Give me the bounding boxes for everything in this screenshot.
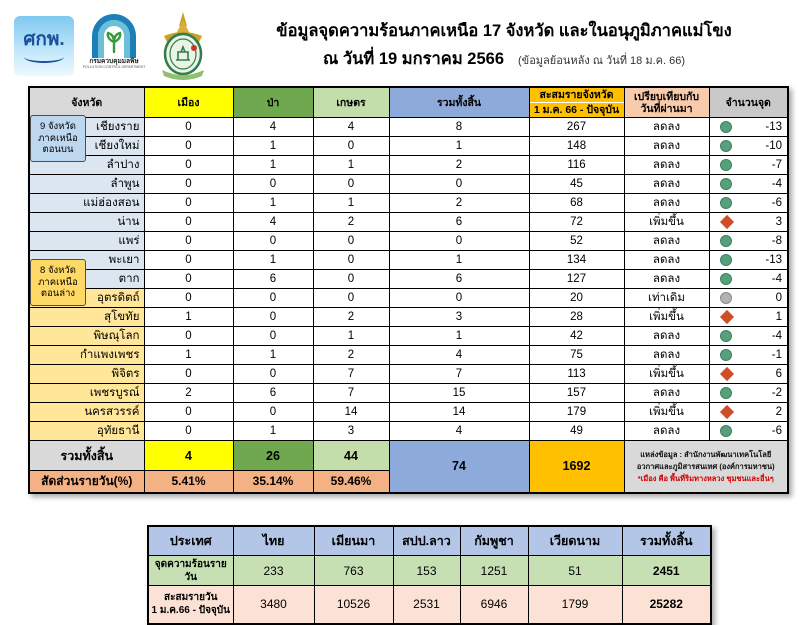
group1-line1: 9 จังหวัด (40, 120, 76, 132)
down-indicator-icon (720, 235, 732, 247)
group1-line2: ภาคเหนือ (38, 132, 78, 144)
count-value: -1 (771, 349, 782, 362)
province-name: อุทัยธานี (29, 422, 144, 441)
province-row (29, 403, 788, 422)
cell-cumulative: 113 (529, 365, 624, 384)
cell-agriculture: 7 (313, 365, 389, 384)
cell-forest: 0 (233, 175, 313, 194)
cell-cumulative: 179 (529, 403, 624, 422)
cell-forest: 1 (233, 251, 313, 270)
compare-header-line2: วันที่ผ่านมา (640, 102, 693, 115)
cell-agriculture: 0 (313, 289, 389, 308)
count-value: -4 (771, 273, 782, 286)
province-name: เชียงราย (29, 118, 144, 137)
province-row (29, 137, 788, 156)
cell-cumulative: 52 (529, 232, 624, 251)
col-header-forest: ป่า (233, 87, 313, 118)
hotspot-province-table (28, 86, 789, 494)
cell-total: 0 (389, 232, 529, 251)
down-indicator-icon (720, 254, 732, 266)
group-lower-north-label (30, 259, 86, 306)
cell-urban: 2 (144, 384, 233, 403)
cell-cumulative: 20 (529, 289, 624, 308)
share-forest: 35.14% (233, 471, 313, 493)
totals-cumulative: 1692 (529, 441, 624, 493)
count-inner (720, 311, 783, 323)
cell-cumulative: 28 (529, 308, 624, 327)
country-col-thailand: ไทย (233, 526, 314, 556)
count-inner (720, 273, 783, 285)
group2-line1: 8 จังหวัด (40, 264, 76, 276)
country-col-cambodia: กัมพูชา (460, 526, 528, 556)
count-value: -6 (771, 425, 782, 438)
count-inner (720, 330, 783, 342)
cell-urban: 0 (144, 156, 233, 175)
ckp-logo-text: ศกพ. (23, 28, 65, 50)
cell-urban: 1 (144, 346, 233, 365)
count-value: -13 (765, 121, 782, 134)
province-row (29, 118, 788, 137)
cell-cumulative: 267 (529, 118, 624, 137)
cell-total: 2 (389, 194, 529, 213)
cell-forest: 1 (233, 346, 313, 365)
col-header-compare (624, 87, 709, 118)
down-indicator-icon (720, 197, 732, 209)
cell-total: 2 (389, 156, 529, 175)
cell-trend: ลดลง (624, 118, 709, 137)
count-inner (720, 159, 783, 171)
country-value: 233 (233, 556, 314, 586)
cell-count (709, 137, 788, 156)
province-name: นครสวรรค์ (29, 403, 144, 422)
cell-cumulative: 68 (529, 194, 624, 213)
province-name: เพชรบูรณ์ (29, 384, 144, 403)
province-row (29, 175, 788, 194)
cell-cumulative: 157 (529, 384, 624, 403)
cell-total: 4 (389, 346, 529, 365)
pollution-control-department-logo (82, 12, 146, 80)
cell-forest: 0 (233, 289, 313, 308)
cell-urban: 0 (144, 137, 233, 156)
cell-count (709, 327, 788, 346)
cell-count (709, 308, 788, 327)
province-row (29, 346, 788, 365)
count-inner (720, 178, 783, 190)
mekong-country-table (147, 525, 712, 625)
count-value: 3 (775, 216, 782, 229)
province-row (29, 270, 788, 289)
cell-trend: ลดลง (624, 251, 709, 270)
count-value: 6 (775, 368, 782, 381)
col-header-cumulative (529, 87, 624, 118)
cell-trend: เพิ่มขึ้น (624, 213, 709, 232)
province-row (29, 251, 788, 270)
cell-count (709, 175, 788, 194)
down-indicator-icon (720, 178, 732, 190)
title-block (224, 20, 790, 72)
cell-forest: 0 (233, 327, 313, 346)
cell-total: 6 (389, 213, 529, 232)
cell-agriculture: 0 (313, 232, 389, 251)
cell-agriculture: 1 (313, 156, 389, 175)
count-inner (720, 140, 783, 152)
page-title: ข้อมูลจุดความร้อนภาคเหนือ 17 จังหวัด และในอนุภูมิภาคแม่โขง (276, 22, 732, 41)
country-col-laos: สปป.ลาว (393, 526, 460, 556)
share-label: สัดส่วนรายวัน(%) (29, 471, 144, 493)
cell-agriculture: 2 (313, 308, 389, 327)
up-indicator-icon (719, 215, 733, 229)
province-name: อุตรดิตถ์ (29, 289, 144, 308)
country-row-label-line: สะสมรายวัน (164, 592, 218, 604)
pcd-name-english: POLLUTION CONTROL DEPARTMENT (82, 65, 146, 70)
cell-forest: 4 (233, 213, 313, 232)
report-date: ณ วันที่ 19 มกราคม 2566 (322, 49, 505, 68)
count-value: -8 (771, 235, 782, 248)
totals-label: รวมทั้งสิ้น (29, 441, 144, 471)
country-value: 25282 (622, 586, 711, 624)
count-value: -13 (765, 254, 782, 267)
cell-count (709, 422, 788, 441)
province-name: แม่ฮ่องสอน (29, 194, 144, 213)
province-row (29, 365, 788, 384)
group1-line3: ตอนบน (42, 144, 74, 156)
country-value: 3480 (233, 586, 314, 624)
down-indicator-icon (720, 349, 732, 361)
count-inner (720, 425, 783, 437)
country-row-label (148, 556, 233, 586)
country-col-total: รวมทั้งสิ้น (622, 526, 711, 556)
cell-count (709, 346, 788, 365)
cell-forest: 1 (233, 137, 313, 156)
cell-count (709, 194, 788, 213)
cell-urban: 0 (144, 289, 233, 308)
cumulative-header-line1: สะสมรายจังหวัด (530, 88, 624, 103)
country-value: 2531 (393, 586, 460, 624)
down-indicator-icon (720, 330, 732, 342)
cell-agriculture: 0 (313, 251, 389, 270)
province-name: ตาก (29, 270, 144, 289)
province-name: พะเยา (29, 251, 144, 270)
cell-cumulative: 45 (529, 175, 624, 194)
cell-trend: ลดลง (624, 194, 709, 213)
cell-total: 7 (389, 365, 529, 384)
cell-count (709, 251, 788, 270)
cell-cumulative: 49 (529, 422, 624, 441)
cell-trend: เพิ่มขึ้น (624, 403, 709, 422)
cell-agriculture: 1 (313, 327, 389, 346)
cell-urban: 0 (144, 175, 233, 194)
country-row-label (148, 586, 233, 624)
cell-urban: 0 (144, 270, 233, 289)
count-inner (720, 216, 783, 228)
logo-strip (14, 11, 224, 81)
cell-trend: ลดลง (624, 327, 709, 346)
cell-cumulative: 148 (529, 137, 624, 156)
province-name: กำแพงเพชร (29, 346, 144, 365)
cumulative-header-line2: 1 ม.ค. 66 - ปัจจุบัน (533, 104, 620, 117)
cell-forest: 0 (233, 232, 313, 251)
cell-trend: ลดลง (624, 156, 709, 175)
count-value: -4 (771, 178, 782, 191)
cell-urban: 0 (144, 194, 233, 213)
hotspot-table-wrap (28, 86, 787, 494)
cell-forest: 1 (233, 194, 313, 213)
cell-total: 8 (389, 118, 529, 137)
cell-cumulative: 134 (529, 251, 624, 270)
cell-total: 1 (389, 137, 529, 156)
cell-total: 3 (389, 308, 529, 327)
compare-header-line1: เปรียบเทียบกับ (633, 90, 700, 103)
cell-agriculture: 1 (313, 194, 389, 213)
province-row (29, 156, 788, 175)
count-inner (720, 292, 783, 304)
down-indicator-icon (720, 387, 732, 399)
province-name: เชียงใหม่ (29, 137, 144, 156)
count-value: -6 (771, 197, 782, 210)
cell-count (709, 156, 788, 175)
up-indicator-icon (719, 310, 733, 324)
country-value: 1799 (528, 586, 622, 624)
country-value: 2451 (622, 556, 711, 586)
cell-forest: 6 (233, 270, 313, 289)
count-value: -4 (771, 330, 782, 343)
cell-count (709, 118, 788, 137)
cell-trend: ลดลง (624, 270, 709, 289)
count-inner (720, 406, 783, 418)
cell-total: 0 (389, 175, 529, 194)
down-indicator-icon (720, 121, 732, 133)
cell-total: 15 (389, 384, 529, 403)
province-row (29, 213, 788, 232)
cell-forest: 1 (233, 156, 313, 175)
group2-line3: ตอนล่าง (40, 288, 76, 300)
count-inner (720, 368, 783, 380)
country-value: 10526 (314, 586, 393, 624)
cell-cumulative: 75 (529, 346, 624, 365)
count-inner (720, 254, 783, 266)
cell-trend: ลดลง (624, 422, 709, 441)
country-col-myanmar: เมียนมา (314, 526, 393, 556)
country-col-label: ประเทศ (148, 526, 233, 556)
cell-cumulative: 72 (529, 213, 624, 232)
group2-line2: ภาคเหนือ (38, 276, 78, 288)
count-value: -2 (771, 387, 782, 400)
cell-count (709, 213, 788, 232)
cell-agriculture: 7 (313, 384, 389, 403)
pcd-arch-icon (88, 12, 140, 58)
country-value: 6946 (460, 586, 528, 624)
cell-total: 0 (389, 289, 529, 308)
down-indicator-icon (720, 159, 732, 171)
province-row (29, 384, 788, 403)
province-name: ลำพูน (29, 175, 144, 194)
totals-urban: 4 (144, 441, 233, 471)
cell-count (709, 384, 788, 403)
up-indicator-icon (719, 405, 733, 419)
cell-trend: ลดลง (624, 175, 709, 194)
data-source-text: แหล่งข้อมูล : สำนักงานพัฒนาเทคโนโลยีอวกาศและภูมิสารสนเทศ (องค์การมหาชน) (636, 449, 775, 471)
count-inner (720, 121, 783, 133)
country-row-label-line: 1 ม.ค.66 - ปัจจุบัน (151, 605, 230, 617)
cell-count (709, 289, 788, 308)
group-upper-north-label (30, 115, 86, 162)
cell-agriculture: 4 (313, 118, 389, 137)
count-value: -7 (771, 159, 782, 172)
cell-count (709, 365, 788, 384)
cell-urban: 0 (144, 365, 233, 384)
province-name: แพร่ (29, 232, 144, 251)
cell-urban: 0 (144, 213, 233, 232)
cell-trend: เท่าเดิม (624, 289, 709, 308)
country-row-label-line: จุดความร้อนรายวัน (154, 558, 227, 583)
province-name: ลำปาง (29, 156, 144, 175)
cell-urban: 1 (144, 308, 233, 327)
cell-urban: 0 (144, 327, 233, 346)
cell-forest: 0 (233, 308, 313, 327)
cell-trend: ลดลง (624, 232, 709, 251)
cell-forest: 6 (233, 384, 313, 403)
up-indicator-icon (719, 367, 733, 381)
country-value: 51 (528, 556, 622, 586)
cell-trend: เพิ่มขึ้น (624, 308, 709, 327)
down-indicator-icon (720, 140, 732, 152)
count-inner (720, 387, 783, 399)
province-row (29, 289, 788, 308)
country-table-wrap (147, 525, 800, 625)
share-agriculture: 59.46% (313, 471, 389, 493)
count-inner (720, 235, 783, 247)
cell-total: 6 (389, 270, 529, 289)
cell-cumulative: 42 (529, 327, 624, 346)
government-emblem-logo (154, 11, 212, 81)
country-col-vietnam: เวียดนาม (528, 526, 622, 556)
province-name: พิจิตร (29, 365, 144, 384)
cell-count (709, 270, 788, 289)
totals-agriculture: 44 (313, 441, 389, 471)
cell-total: 1 (389, 327, 529, 346)
cell-urban: 0 (144, 251, 233, 270)
cell-trend: ลดลง (624, 384, 709, 403)
count-inner (720, 197, 783, 209)
cell-agriculture: 3 (313, 422, 389, 441)
cell-agriculture: 0 (313, 137, 389, 156)
cell-urban: 0 (144, 422, 233, 441)
cell-agriculture: 2 (313, 213, 389, 232)
report-header (0, 0, 800, 86)
down-indicator-icon (720, 425, 732, 437)
province-row (29, 232, 788, 251)
cell-agriculture: 2 (313, 346, 389, 365)
cell-urban: 0 (144, 403, 233, 422)
province-row (29, 422, 788, 441)
cell-urban: 0 (144, 118, 233, 137)
cell-forest: 1 (233, 422, 313, 441)
cell-cumulative: 127 (529, 270, 624, 289)
cell-total: 1 (389, 251, 529, 270)
province-row (29, 308, 788, 327)
urban-definition-remark: *เมือง คือ พื้นที่ริมทางหลวง ชุมชนและอื่นๆ (637, 473, 774, 483)
same-indicator-icon (720, 292, 732, 304)
cell-count (709, 403, 788, 422)
cell-trend: ลดลง (624, 137, 709, 156)
cell-cumulative: 116 (529, 156, 624, 175)
cell-forest: 0 (233, 365, 313, 384)
provincial-seal-icon (156, 12, 210, 80)
count-value: -10 (765, 140, 782, 153)
country-row (148, 586, 711, 624)
province-row (29, 327, 788, 346)
cell-forest: 0 (233, 403, 313, 422)
ckp-swoosh-icon (24, 51, 64, 63)
count-value: 1 (775, 311, 782, 324)
totals-forest: 26 (233, 441, 313, 471)
col-header-total: รวมทั้งสิ้น (389, 87, 529, 118)
totals-grand-total: 74 (389, 441, 529, 493)
cell-agriculture: 14 (313, 403, 389, 422)
cell-total: 14 (389, 403, 529, 422)
down-indicator-icon (720, 273, 732, 285)
cell-forest: 4 (233, 118, 313, 137)
col-header-urban: เมือง (144, 87, 233, 118)
air-pollution-center-logo (14, 16, 74, 76)
country-row (148, 556, 711, 586)
count-value: 2 (775, 406, 782, 419)
cell-trend: ลดลง (624, 346, 709, 365)
pcd-name-thai: กรมควบคุมมลพิษ (89, 58, 139, 65)
count-inner (720, 349, 783, 361)
cell-count (709, 232, 788, 251)
col-header-province: จังหวัด (29, 87, 144, 118)
cell-total: 4 (389, 422, 529, 441)
source-note (624, 441, 788, 493)
country-value: 763 (314, 556, 393, 586)
col-header-agriculture: เกษตร (313, 87, 389, 118)
country-value: 1251 (460, 556, 528, 586)
count-value: 0 (775, 292, 782, 305)
country-value: 153 (393, 556, 460, 586)
col-header-count: จำนวนจุด (709, 87, 788, 118)
cell-trend: เพิ่มขึ้น (624, 365, 709, 384)
province-name: พิษณุโลก (29, 327, 144, 346)
province-name: น่าน (29, 213, 144, 232)
cell-agriculture: 0 (313, 270, 389, 289)
cell-agriculture: 0 (313, 175, 389, 194)
report-backdata-note: (ข้อมูลย้อนหลัง ณ วันที่ 18 ม.ค. 66) (518, 54, 686, 67)
province-row (29, 194, 788, 213)
cell-urban: 0 (144, 232, 233, 251)
share-urban: 5.41% (144, 471, 233, 493)
province-name: สุโขทัย (29, 308, 144, 327)
